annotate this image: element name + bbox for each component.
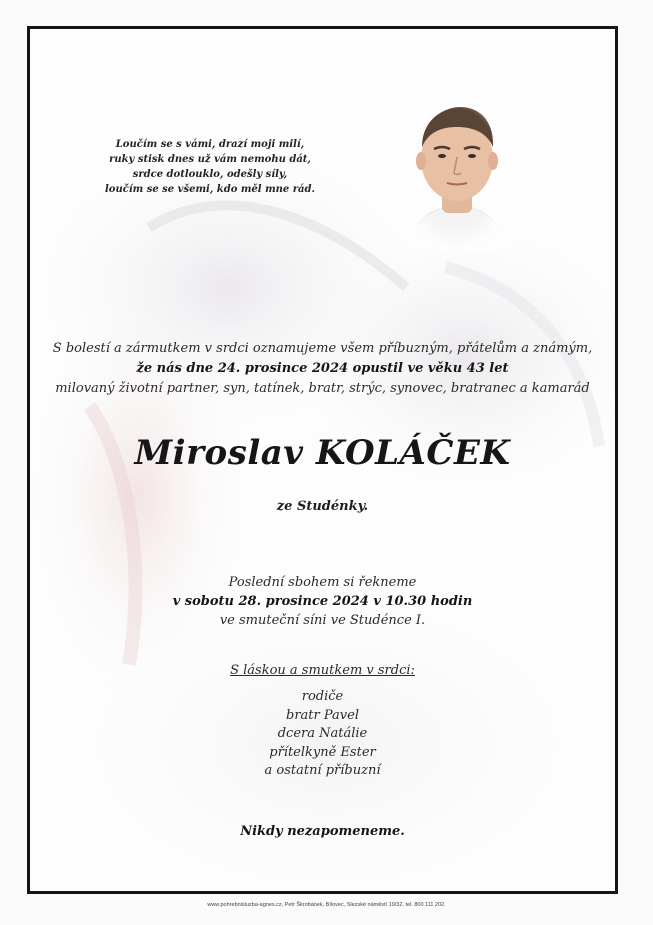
mourners-list (30, 688, 615, 781)
mourner-item: bratr Pavel (286, 707, 359, 723)
funeral-service-footer: www.pohrebnisluzba-agnes.cz, Petr Škrobánek, Bílovec, Slezské náměstí 19/32, tel. 800 111 202. (207, 902, 446, 908)
closing-line: Nikdy nezapomeneme. (240, 824, 405, 839)
mourner-item: přítelkyně Ester (269, 744, 376, 760)
deceased-name: Miroslav KOLÁČEK (134, 433, 511, 473)
mourner-item: a ostatní příbuzní (264, 763, 381, 778)
announcement-line-2: že nás dne 24. prosince 2024 opustil ve věku 43 let (136, 361, 509, 376)
poem-line: srdce dotlouklo, odešly síly, (132, 169, 288, 180)
funeral-details (30, 573, 615, 630)
poem-line: Loučím se s vámi, drazí moji milí, (115, 139, 305, 150)
poem-line: loučím se se všemi, kdo měl mne rád. (105, 184, 315, 195)
funeral-line-1: Poslední sbohem si řekneme (228, 575, 417, 590)
mourner-item: dcera Natálie (277, 726, 368, 741)
announcement-line-1: S bolestí a zármutkem v srdci oznamujeme všem příbuzným, přátelům a známým, (52, 341, 593, 356)
mourners-heading: S láskou a smutkem v srdci: (230, 663, 415, 678)
deceased-portrait-photo (402, 99, 512, 251)
farewell-poem (105, 137, 315, 197)
deceased-origin: ze Studénky. (276, 499, 369, 514)
obituary-frame (27, 26, 618, 894)
announcement-text (30, 339, 615, 399)
poem-line: ruky stisk dnes už vám nemohu dát, (109, 154, 311, 165)
funeral-location: ve smuteční síni ve Studénce I. (219, 613, 426, 628)
mourner-item: rodiče (301, 689, 344, 704)
announcement-line-3: milovaný životní partner, syn, tatínek, bratr, strýc, synovec, bratranec a kamarád (55, 381, 590, 396)
funeral-date-time: v sobotu 28. prosince 2024 v 10.30 hodin (172, 594, 473, 609)
